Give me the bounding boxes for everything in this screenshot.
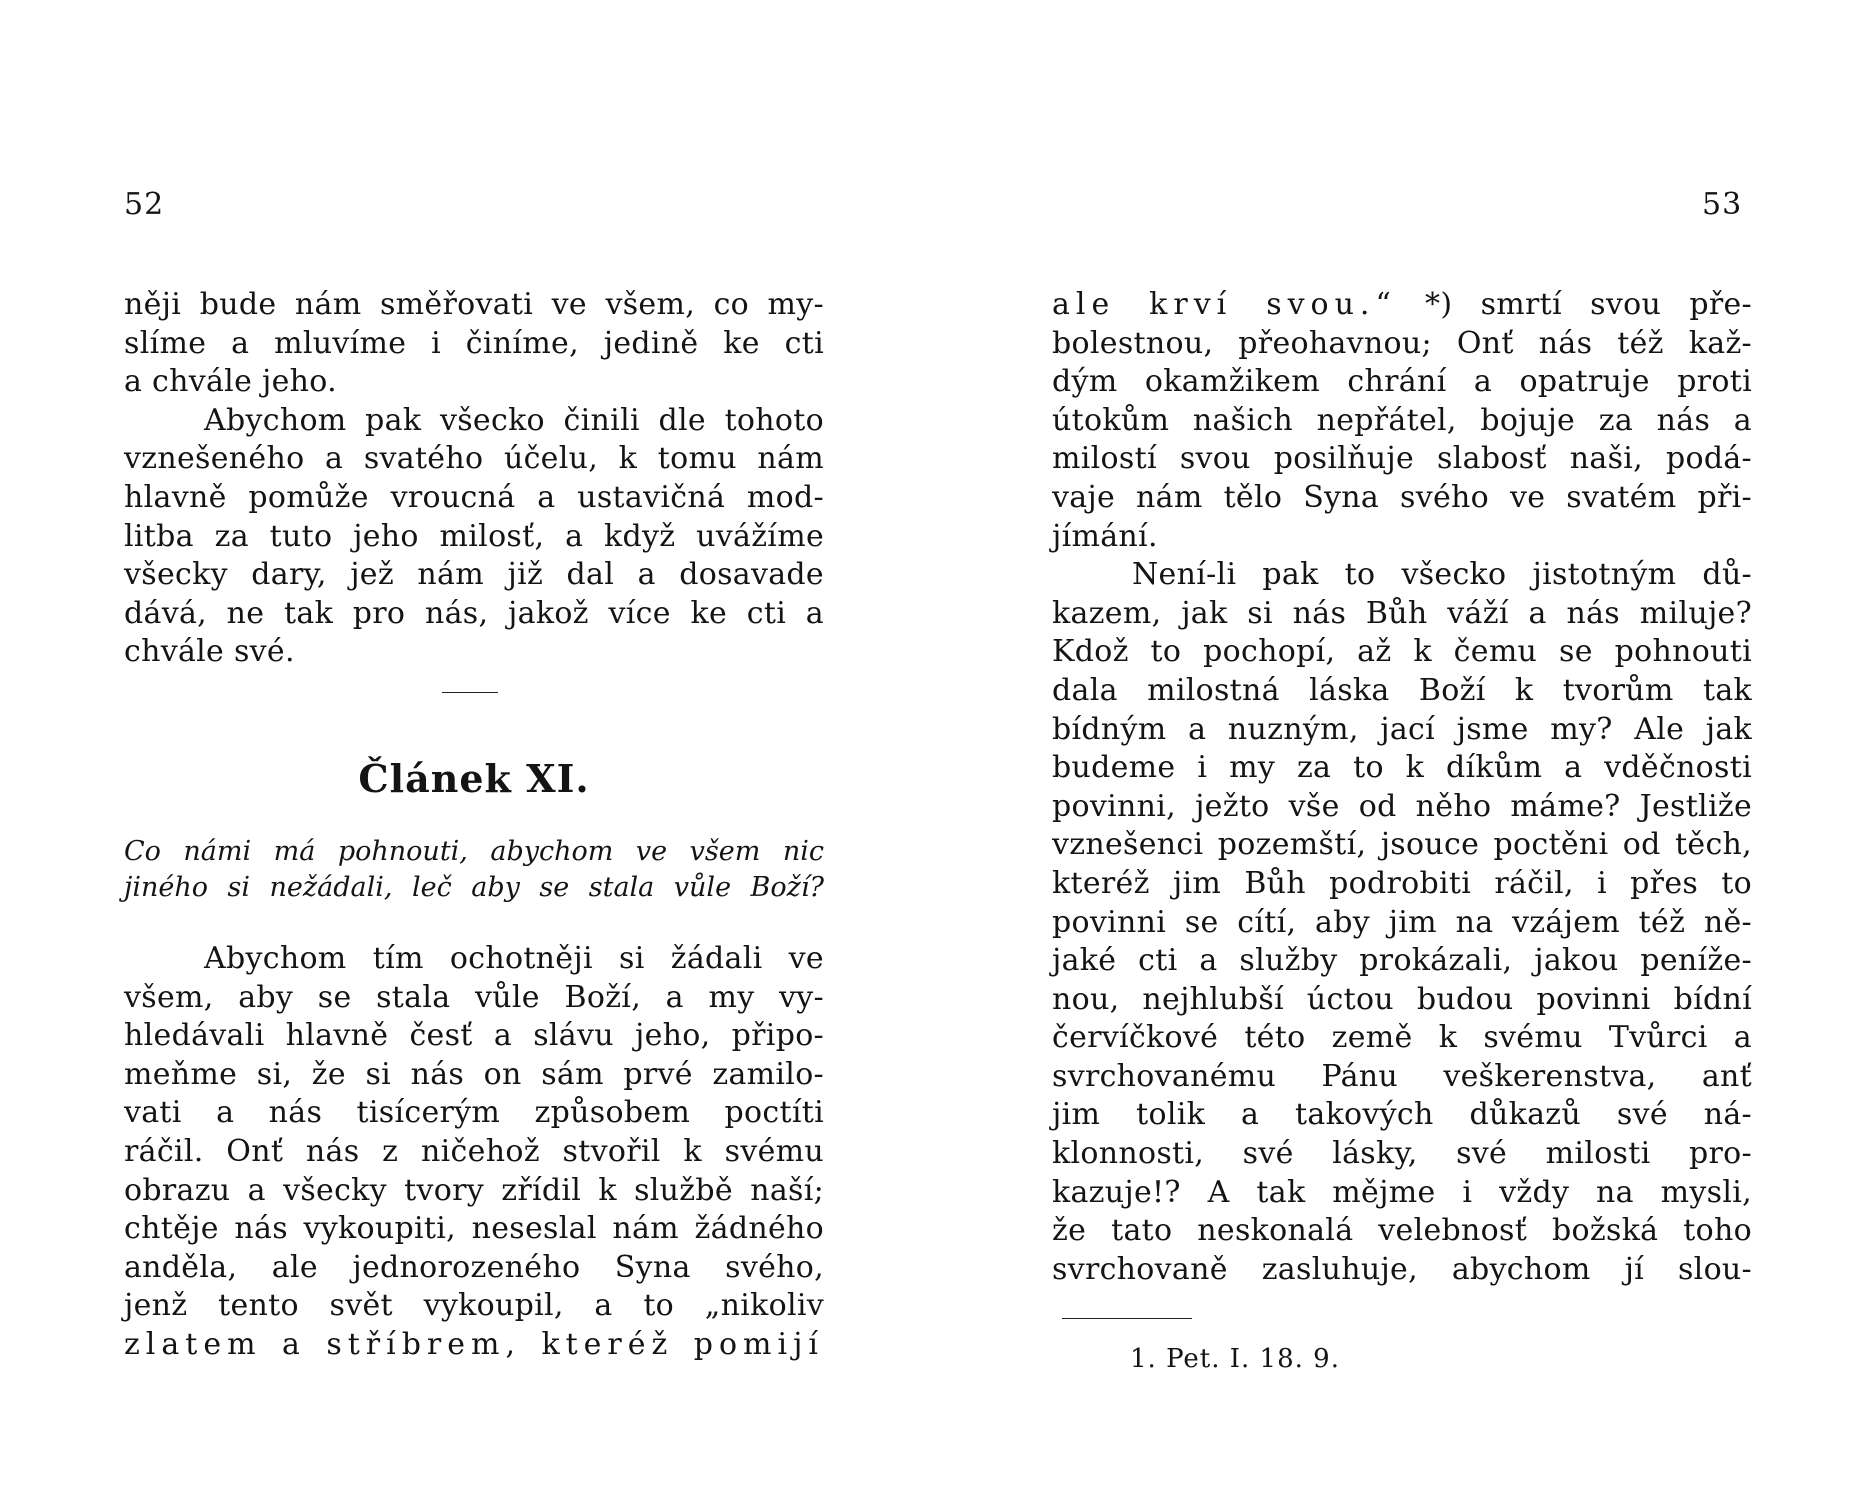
footnote-rule	[1062, 1318, 1192, 1319]
text-line: povinni se cítí, aby jim na vzájem též ně-	[1052, 904, 1752, 940]
text-line: jímání.	[1052, 518, 1158, 554]
text-line: slíme a mluvíme i činíme, jedině ke cti	[124, 325, 824, 361]
text-line: jenž tento svět vykoupil, a to „nikoliv	[124, 1288, 824, 1324]
page-number-right: 53	[1702, 187, 1743, 222]
text-line: všecky dary, jež nám již dal a dosavade	[124, 557, 824, 593]
quote-end-spaced: ale krví svou.“	[1052, 287, 1397, 322]
subtitle-line: jiného si nežádali, leč aby se stala vůle Boží?	[124, 872, 824, 903]
chapter-subtitle	[124, 834, 824, 906]
left-page-text-2	[124, 940, 824, 1365]
text-line: zlatem a stříbrem, kteréž pomijí	[124, 1326, 824, 1362]
text-line: ráčil. Onť nás z ničehož stvořil k svému	[124, 1133, 824, 1169]
text-line: a chvále jeho.	[124, 364, 337, 400]
text-line: něji bude nám směřovati ve všem, co my-	[124, 287, 824, 322]
text-line: dává, ne tak pro nás, jakož více ke cti a	[124, 595, 824, 631]
text-line: milostí svou posilňuje slabosť naši, podá-	[1052, 441, 1752, 477]
text-line: útokům našich nepřátel, bojuje za nás a	[1052, 402, 1752, 438]
text-line: meňme si, že si nás on sám prvé zamilo-	[124, 1056, 824, 1092]
text-line: svrchovaně zasluhuje, abychom jí slou-	[1052, 1251, 1752, 1287]
text-line: dala milostná láska Boží k tvorům tak	[1052, 672, 1752, 708]
text-line: kteréž jim Bůh podrobiti ráčil, i přes to	[1052, 865, 1752, 901]
text-line: hledávali hlavně česť a slávu jeho, připo-	[124, 1018, 824, 1054]
text-line: Abychom tím ochotněji si žádali ve	[204, 941, 824, 976]
text-line: že tato neskonalá velebnosť božská toho	[1052, 1213, 1752, 1249]
text-line: klonnosti, své lásky, své milosti pro-	[1052, 1136, 1752, 1172]
text-line: Není-li pak to všecko jistotným dů-	[1132, 557, 1752, 593]
text-line: vaje nám tělo Syna svého ve svatém při-	[1052, 479, 1752, 515]
text-line: povinni, ježto vše od něho máme? Jestliže	[1052, 788, 1752, 824]
right-page-text	[1052, 286, 1752, 1289]
subtitle-line: Co námi má pohnouti, abychom ve všem nic	[124, 836, 824, 867]
text-line: chvále své.	[124, 634, 295, 670]
chapter-title: Článek XI.	[358, 756, 590, 801]
text-line: Abychom pak všecko činili dle tohoto	[204, 402, 824, 438]
text-line: jaké cti a služby prokázali, jakou peníže-	[1052, 943, 1752, 979]
section-divider	[442, 692, 498, 693]
text-line: litba za tuto jeho milosť, a když uvážíme	[124, 518, 824, 554]
quote-continuation: *) smrtí svou pře-	[1396, 287, 1752, 322]
text-line: bolestnou, přeohavnou; Onť nás též kaž-	[1052, 325, 1752, 361]
text-line: anděla, ale jednorozeného Syna svého,	[124, 1249, 824, 1285]
left-page-text	[124, 286, 824, 672]
text-line: obrazu a všecky tvory zřídil k službě naší;	[124, 1172, 824, 1208]
text-line: svrchovanému Pánu veškerenstva, anť	[1052, 1058, 1752, 1094]
page-number-left: 52	[124, 187, 165, 222]
text-line: nou, nejhlubší úctou budou povinni bídní	[1052, 981, 1752, 1017]
text-line: hlavně pomůže vroucná a ustavičná mod-	[124, 479, 824, 515]
text-line: budeme i my za to k díkům a vděčnosti	[1052, 750, 1752, 786]
text-line: kazem, jak si nás Bůh váží a nás miluje?	[1052, 595, 1752, 631]
text-line: Kdož to pochopí, až k čemu se pohnouti	[1052, 634, 1752, 670]
text-line: jim tolik a takových důkazů své ná-	[1052, 1097, 1752, 1133]
text-line: chtěje nás vykoupiti, neseslal nám žádného	[124, 1211, 824, 1247]
text-line: vznešenci pozemští, jsouce poctěni od těch,	[1052, 827, 1752, 863]
text-line: dým okamžikem chrání a opatruje proti	[1052, 364, 1752, 400]
text-line: vati a nás tisícerým způsobem poctíti	[124, 1095, 824, 1131]
text-line: bídným a nuzným, jací jsme my? Ale jak	[1052, 711, 1752, 747]
text-line	[1052, 286, 1752, 325]
text-line: kazuje!? A tak mějme i vždy na mysli,	[1052, 1174, 1752, 1210]
text-line: červíčkové této země k svému Tvůrci a	[1052, 1020, 1752, 1056]
footnote: 1. Pet. I. 18. 9.	[1130, 1344, 1340, 1374]
text-line: všem, aby se stala vůle Boží, a my vy-	[124, 979, 824, 1015]
text-line: vznešeného a svatého účelu, k tomu nám	[124, 441, 824, 477]
